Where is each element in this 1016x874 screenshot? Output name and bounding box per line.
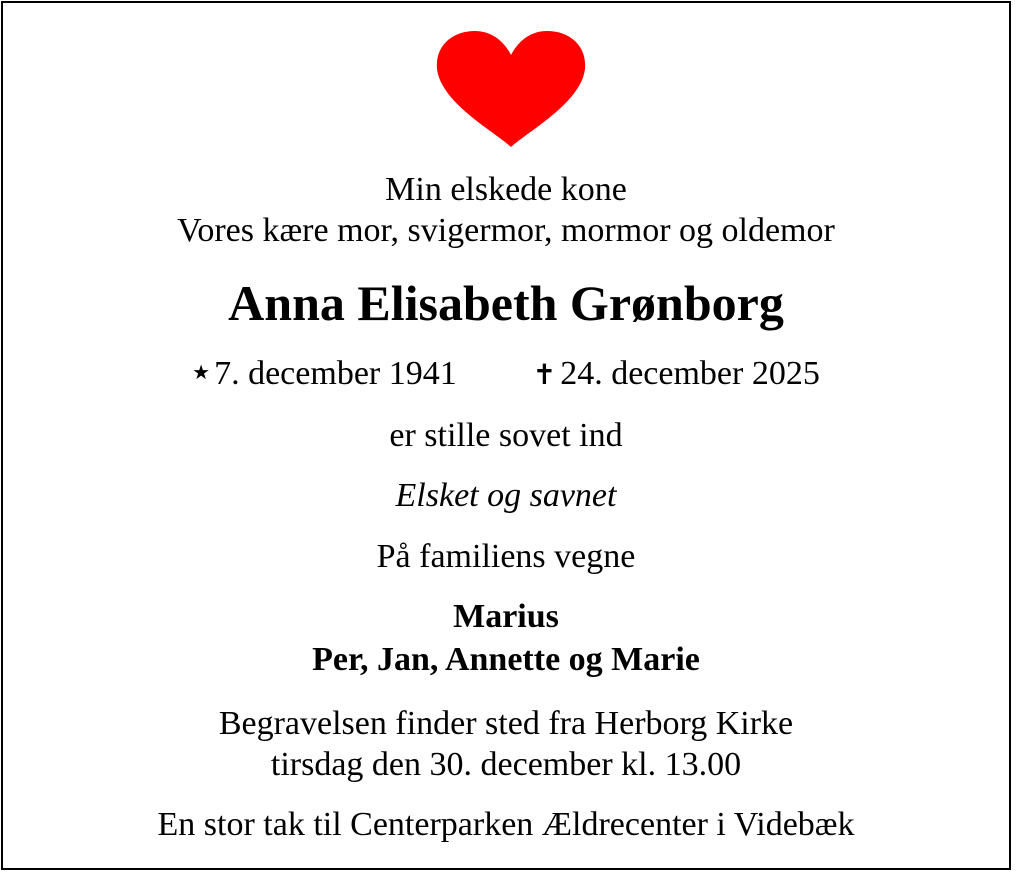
intro-line-2: Vores kære mor, svigermor, mormor og oldemor (177, 212, 835, 249)
star-icon: ★ (192, 362, 211, 384)
on-behalf-text: På familiens vegne (376, 538, 636, 575)
funeral-line-2: tirsdag den 30. december kl. 13.00 (270, 746, 742, 783)
deceased-name: Anna Elisabeth Grønborg (228, 275, 784, 331)
death-date: 24. december 2025 (560, 355, 820, 392)
passing-text: er stille sovet ind (389, 417, 623, 454)
death-group (533, 355, 820, 394)
cross-icon: ✝ (532, 358, 557, 391)
family-line-2: Per, Jan, Annette og Marie (312, 641, 700, 678)
dates-row (3, 355, 1009, 397)
intro-line-1: Min elskede kone (385, 171, 627, 208)
birth-group (192, 355, 457, 397)
obituary-notice (1, 1, 1011, 870)
tribute-text: Elsket og savnet (395, 477, 617, 514)
thanks-text: En stor tak til Centerparken Ældrecenter i Videbæk (157, 806, 855, 843)
family-line-1: Marius (453, 598, 559, 635)
birth-date: 7. december 1941 (214, 355, 457, 392)
heart-icon (435, 29, 587, 149)
funeral-line-1: Begravelsen finder sted fra Herborg Kirke (218, 705, 794, 742)
